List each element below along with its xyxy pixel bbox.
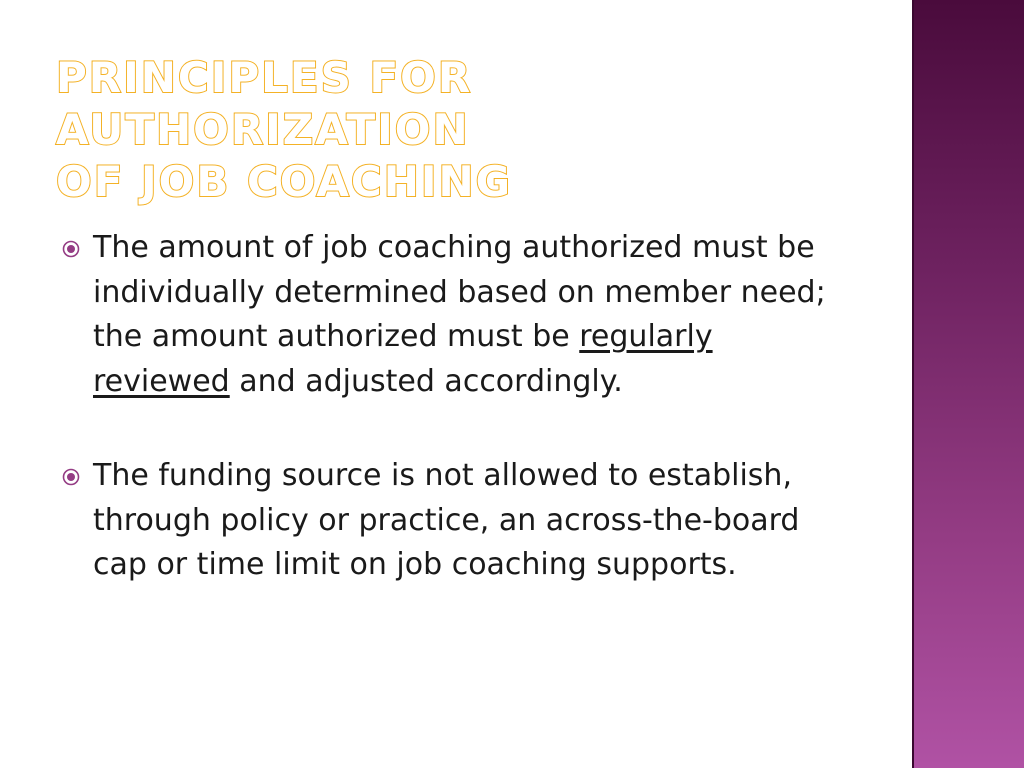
bullet-text-part: The amount of job coaching authorized must be individually determined based on member need; the amount authorized must be	[93, 230, 826, 354]
decorative-side-bar	[912, 0, 1024, 768]
circle-dot-icon	[62, 468, 80, 486]
bullet-underlined-text: regularly reviewed	[93, 319, 713, 399]
slide-title	[56, 52, 886, 208]
bullet-text-part: and adjusted accordingly.	[229, 363, 623, 399]
bullet-list	[60, 226, 850, 638]
title-line-2: OF JOB COACHING	[56, 157, 513, 206]
bullet-item	[60, 454, 850, 588]
title-line-1: PRINCIPLES FOR AUTHORIZATION	[56, 53, 473, 154]
circle-dot-icon	[62, 240, 80, 258]
bullet-item	[60, 226, 850, 404]
bullet-text: The funding source is not allowed to establish, through policy or practice, an across-the-board cap or time limit on job coaching supports.	[93, 458, 800, 582]
